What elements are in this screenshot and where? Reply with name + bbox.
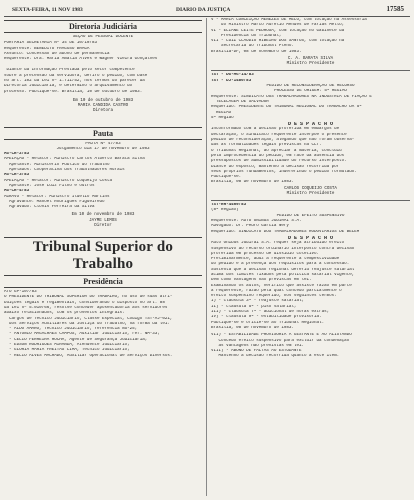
text-line: AG-CR-3/83 [4, 173, 30, 178]
text-line: proferida em processo de dissídio coletivo. [211, 251, 320, 256]
text-line: IV) - cláusula 9ª - estabilidade provisória. [211, 315, 322, 320]
text-line: I) - cláusula 3ª - reajuste salarial; [211, 299, 304, 304]
text-line: Sustenta que a decisão regional deferiu reajuste salarial [211, 267, 355, 272]
despacho-block [211, 127, 410, 185]
text-line: O PRESIDENTE DO TRIBUNAL SUPERIOR DO TRABALHO, no uso de suas atri- [4, 295, 173, 300]
section-title-presidencia: Presidência [4, 275, 202, 288]
text-line: - EDSON RODRIGUES MIRANDA, Atendente Judiciário; [4, 343, 130, 348]
text-line: Publique-se e oficie-se ao Tribunal Regional. [211, 320, 325, 325]
text-line: APELAÇÃO - Relator: Ministro Carlos Alberto Barata Silva [4, 157, 145, 162]
text-line: declaração, o Sindicato requerente interpõe o presente [211, 132, 347, 137]
text-line: Brasília, 08 de novembro de 1983. [211, 180, 294, 185]
text-line: TST - DG-MG-14/83 [211, 73, 254, 78]
presidencia-block [4, 290, 202, 359]
text-line: TECELAGEM DE SALVADOR [211, 99, 269, 104]
text-line: PAUTA Nº 47/83 [85, 141, 121, 146]
text-line: - HÉLIO ALVES MACHADO, Auxiliar Operacional de Serviços Diversos. [4, 353, 173, 358]
text-line: Brasília, 08 de novembro de 1983. [211, 325, 294, 330]
text-line: Presidência do Tribunal; [211, 33, 282, 38]
tst-divider [4, 237, 202, 238]
bottom-block [211, 333, 410, 359]
section-title-diretoria: Diretoria Judiciária [4, 20, 202, 33]
despacho-title: D E S P A C H O [287, 122, 333, 128]
despacho-signature-role: Ministro Presidente [286, 191, 335, 196]
text-line: efeito suspensivo requerido, nos seguintes termos: [211, 294, 337, 299]
text-line: V - MARIA CONCEIÇÃO MENEZES DE MELO, com lotação na Assessoria [211, 18, 367, 22]
tribunal-title: Tribunal Superior do Trabalho [32, 239, 174, 273]
text-line: as vantagens não previstas em lei. [211, 343, 304, 348]
text-line: do Ministro Marco Aurélio Mendes de Farias Mello; [211, 23, 345, 28]
text-line: seus próprios fundamentos, indeferindo o pedido formulado. [211, 169, 357, 174]
despacho2-title: D E S P A C H O [287, 235, 333, 241]
section-title-pauta: Pauta [4, 127, 202, 140]
text-line: processo. Publique-se. Brasília, 10 de outubro de 1983." [4, 89, 145, 94]
text-line: acima dos limites fixados pela política salarial vigente, [211, 272, 355, 277]
text-line: Assunto: Concessão de abono de permanência [4, 51, 110, 56]
text-line: pressupostos de admissibilidade do recurso interposto. [211, 159, 347, 164]
page-header [4, 5, 410, 15]
text-line: REGIÃO [211, 110, 232, 115]
text-line: Secretaria do Tribunal Pleno. [211, 44, 294, 49]
text-line: Publique-se. [211, 175, 242, 180]
top-signature: C. A. BARATA SILVA [287, 57, 334, 62]
document-page [4, 2, 410, 498]
top-signature-role: Ministro Presidente [286, 62, 335, 67]
text-line: dos Serviços Auxiliares da Justiça do Trabalho, na forma da lei: [4, 321, 170, 326]
text-line: no art. 102 da Lei nº 1.711/52, nos termos do parecer da [4, 79, 145, 84]
text-line: bem como vantagens não previstas em lei. [211, 278, 312, 283]
text-line: abaixo relacionados, com os proventos integrais: [4, 311, 125, 316]
text-line: TST-RR-4469/83 [211, 203, 247, 208]
text-line: O Tribunal Regional, ao apreciar a matéria, concluiu [211, 148, 342, 153]
text-line: Apelante: José Luiz Filho e outros [4, 183, 95, 188]
text-line: PEDIDO DE RECONSIDERAÇÃO DE RECURSO [266, 84, 355, 89]
text-line: à requerente, razão pela qual concedo parcialmente o [211, 288, 342, 293]
text-line: Cargos de Técnico Judiciário, Classe Especial, Código TST-AJ-021, [4, 316, 173, 321]
header-date: SEXTA-FEIRA, 11 NOV 1983 [12, 7, 83, 13]
despacho-block [4, 68, 202, 94]
text-line: Examinando os autos, verifico que assiste razão em parte [211, 283, 352, 288]
text-line: Requerente: SINDICATO DOS TRABALHADORES NA INDÚSTRIA DE FIAÇÃO E [211, 94, 372, 99]
text-line: Diretoria Judiciária, e determino o arquivamento do [4, 84, 133, 89]
pauta-signature-role: Diretor [94, 223, 112, 228]
section1-block [4, 41, 202, 62]
text-line: Requerido: PRESIDENTE DO TRIBUNAL REGIONAL DO TRABALHO DA 5ª [211, 105, 362, 110]
text-line: - GLÓRIA MARIA FREITAS LIMA, Técnico Judiciário; [4, 348, 130, 353]
text-line: Requerente: BENEDITO FRAGOSO BRAGA [4, 46, 90, 51]
column-divider [206, 18, 207, 496]
text-line: VIII) - ABONO DE FALTAS AO ESTUDANTE [211, 349, 302, 354]
text-line: ATO GP-107/83 [4, 290, 37, 295]
text-line: AG-CR-2/83 [4, 152, 30, 157]
text-line: suspensivo ao recurso ordinário interposto contra decisão [211, 246, 355, 251]
text-line: PEDIDO DE EFEITO SUSPENSIVO [276, 213, 345, 218]
text-line: Inconformado com a decisão proferida em embargos de [211, 127, 340, 132]
text-line: da Lei nº 5.010/66, resolve conceder aposentadoria aos servidores [4, 305, 168, 310]
despacho-signature: CARLOS COQUEIJO COSTA [284, 186, 337, 191]
text-line: Apelados: Cooperativa dos Trabalhadores Rurais [4, 168, 125, 173]
text-line: Requerido: SINDICATO DOS TRABALHADORES RODOVIÁRIOS DE BELÉM [211, 229, 360, 234]
header-page-number: 17585 [386, 5, 404, 13]
text-line: - ANTÔNIO MAGALHÃES CAMPOS, Auxiliar Judiciário, ref. NM-33; [4, 332, 160, 337]
text-line: do pedido e a presença dos requisitos para a concessão. [211, 262, 350, 267]
text-line: Agravado: Clóvis Ferreira da Silva [4, 205, 95, 210]
text-line: AG-CR-4/83 [4, 189, 30, 194]
text-line: PROCESSO DE ORIGEM: 5ª REGIÃO [274, 89, 347, 94]
text-line: buições legais e regimentais, considerando o disposto no art. 88 [4, 300, 165, 305]
despacho2-block [211, 241, 410, 331]
text-line: Apelante: Ministério Público do Trabalho [4, 162, 110, 167]
text-line: Preliminarmente, aduz a requerente a tempestividade [211, 257, 340, 262]
text-line: Brasília-DF, 08 de novembro de 1983. [211, 49, 302, 54]
text-line: - CÉLIO FERREIRA ROCHA, Agente de Segurança Judiciária; [4, 337, 148, 342]
pauta-block [4, 142, 202, 211]
text-line: Requerente: Dra. Maria Amália Alves e Wagner Vieira Gonçalves [4, 57, 158, 62]
text-line: sobre a pretensão da servidora, defiro o pedido, com base [4, 73, 148, 78]
divider [211, 70, 410, 71]
date-line: Em 10 de outubro de 1983 [72, 98, 134, 103]
signature-name: MARIA CANDIDA CASTRO [77, 104, 129, 109]
text-line: Mantenho a decisão recorrida quanto a este item. [211, 354, 340, 359]
text-line: 5ª Região [211, 115, 234, 120]
text-line: APELAÇÃO - Relator: Ministro Coqueijo Costa [4, 178, 113, 183]
text-line: "Diante da Informação Prestada pelo setor competente [4, 68, 135, 73]
text-line: VII - LUIZ CLÁUDIO RIBEIRO DOS SANTOS, com lotação na [211, 39, 345, 44]
text-line: TST - DJ-1480/83 [211, 78, 252, 83]
text-line: Julgamento dia 17 de novembro de 1983 [56, 146, 150, 151]
header-rule [4, 16, 410, 17]
process2-block [211, 203, 410, 235]
pauta-date: Em 10 de novembro de 1983 [71, 213, 135, 218]
text-line: Requerente: AUTO ÔNIBUS JUDIRAI S.A. [211, 219, 302, 224]
text-line: II) - cláusula 5ª - piso salarial; [211, 304, 297, 309]
text-line: das as formalidades legais previstas na CLT. [211, 143, 322, 148]
text-line: (8ª Região) [211, 208, 239, 213]
text-line: Auto Ônibus Judirai S.A. requer seja atribuído efeito [211, 241, 345, 246]
top-block [211, 18, 410, 55]
text-line: Concedo efeito suspensivo para excluir da condenação [211, 338, 350, 343]
header-journal-name: DIARIO DA JUSTIÇA [176, 7, 231, 13]
text-line: Agravante: Manoel Rodrigues Figueiredo [4, 199, 105, 204]
text-line: AGRAVO - Relator: Ministro Ildélio Martins [4, 194, 110, 199]
text-line: - ALDO AMARO, Técnico Judiciário, referência NS-25; [4, 327, 138, 332]
text-line: pela improcedência do pedido, em face da ausência dos [211, 153, 345, 158]
text-line: pedido de reconsideração, alegando que não foram observa- [211, 138, 355, 143]
pauta-signature: JAYME LEMOS [89, 218, 117, 223]
text-line: VII) - ESTABILIDADE PROVISÓRIA À GESTANTE E AO ALISTANDO [211, 333, 352, 338]
process-block [211, 73, 410, 121]
signature-role: Diretora [92, 109, 114, 114]
text-line: III) - cláusula 7ª - adicional de horas extras; [211, 310, 330, 315]
divider [211, 200, 410, 201]
text-line: PORTARIA SECRETARIA Nº 34 DE 10/10/83 [4, 41, 97, 46]
text-line: VI - ELIANE LEITE PEDROSA, com lotação no Gabinete da [211, 28, 345, 33]
section-subtitle: SEÇÃO DE PESSOAL DOCENTE [72, 35, 134, 39]
text-line: Diante do exposto, mantenho a decisão recorrida por [211, 164, 340, 169]
right-column [211, 18, 410, 360]
left-column [4, 18, 202, 359]
text-line: Advogado: Dr. Pedro Garcia Nery [211, 224, 289, 229]
